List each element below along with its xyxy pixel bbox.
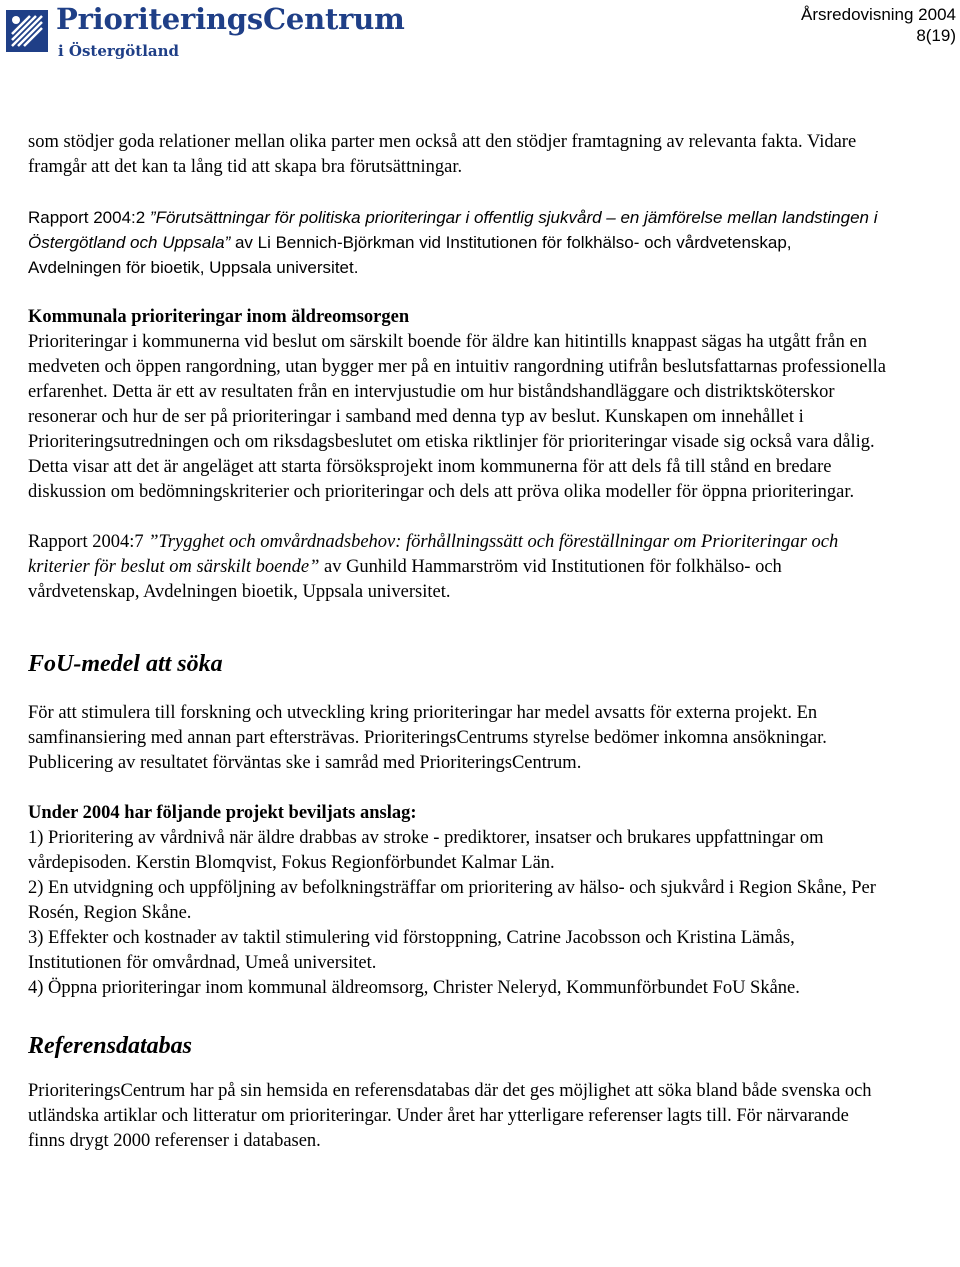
heading-referensdatabas: Referensdatabas <box>28 1033 192 1059</box>
report-2-suffix: av Gunhild Hammarström vid Institutionen för folkhälso- och vårdvetenskap, Avdelningen bioetik, Uppsala universitet. <box>28 557 782 602</box>
logo <box>4 2 405 64</box>
report-1-prefix: Rapport 2004:2 <box>28 208 150 227</box>
report-1-title: ”Förutsättningar för politiska prioriteringar i offentlig sjukvård – en jämförelse mellan landstingen i Östergötland och Uppsala” <box>28 208 878 252</box>
logo-subtitle: i Östergötland <box>58 42 180 60</box>
project-item-4: 4) Öppna prioriteringar inom kommunal äldreomsorg, Christer Neleryd, Kommunförbundet FoU Skåne. <box>28 978 800 998</box>
section-body-municipal: Prioriteringar i kommunerna vid beslut om särskilt boende för äldre kan hitintills knappast sägas ha utgått från en medveten och öppen rangordning, utan bygger mer på en intuitiv rangordning utifrån beslutsfattarnas professionella erfarenhet. Detta är ett av resultaten från en intervjustudie om hur biståndshandläggare och distriktsköterskor resonerar och hur de ser på prioriteringar i samband med denna typ av beslut. Kunskapen om innehållet i Prioriteringsutredningen och om riksdagsbeslutet om etiska riktlinjer för prioriteringar visade sig också vara dålig. Detta visar att det är angeläget att starta försöksprojekt inom kommunerna för att dels få till stånd en bredare diskussion om bedömningskriterier och prioriteringar och dels att pröva olika modeller för öppna prioriteringar. <box>28 332 886 502</box>
heading-projects: Under 2004 har följande projekt beviljats anslag: <box>28 803 417 823</box>
project-item-3: 3) Effekter och kostnader av taktil stimulering vid förstoppning, Catrine Jacobsson och Kristina Lämås, Institutionen för omvårdnad, Umeå universitet. <box>28 928 795 973</box>
body-fou: För att stimulera till forskning och utveckling kring prioriteringar har medel avsatts för externa projekt. En samfinansiering med annan part eftersträvas. PrioriteringsCentrums styrelse bedömer inkomna ansökningar. Publicering av resultatet förväntas ske i samråd med PrioriteringsCentrum. <box>28 703 827 773</box>
project-item-2: 2) En utvidgning och uppföljning av befolkningsträffar om prioritering av hälso- och sjukvård i Region Skåne, Per Rosén, Region Skåne. <box>28 878 876 923</box>
document-title <box>801 4 956 46</box>
report-reference-2 <box>28 530 888 605</box>
body-referensdatabas: PrioriteringsCentrum har på sin hemsida en referensdatabas där det ges möjlighet att söka bland både svenska och utländska artiklar och litteratur om prioriteringar. Under året har ytterligare referenser lagts till. För närvarande finns drygt 2000 referenser i databasen. <box>28 1081 872 1151</box>
logo-title: PrioriteringsCentrum <box>56 2 405 36</box>
section-heading-municipal: Kommunala prioriteringar inom äldreomsorgen <box>28 307 410 327</box>
project-item-1: 1) Prioritering av vårdnivå när äldre drabbas av stroke - prediktorer, insatser och brukares uppfattningar om vårdepisoden. Kerstin Blomqvist, Fokus Regionförbundet Kalmar Län. <box>28 828 824 873</box>
logo-mark-icon <box>4 8 50 54</box>
page-header <box>0 0 960 70</box>
report-name: Årsredovisning 2004 <box>801 5 956 24</box>
report-reference-1 <box>28 205 888 280</box>
report-2-title: ”Trygghet och omvårdnadsbehov: förhållningssätt och föreställningar om Prioriteringar och kriterier för beslut om särskilt boende” <box>28 532 839 577</box>
report-1-suffix: av Li Bennich-Björkman vid Institutionen för folkhälso- och vårdvetenskap, Avdelningen för bioetik, Uppsala universitet. <box>28 233 792 277</box>
paragraph-intro: som stödjer goda relationer mellan olika parter men också att den stödjer framtagning av relevanta fakta. Vidare framgår att det kan ta lång tid att skapa bra förutsättningar. <box>28 132 857 177</box>
heading-fou: FoU-medel att söka <box>28 651 223 677</box>
page-number: 8(19) <box>916 26 956 45</box>
page-content <box>28 130 888 1154</box>
report-2-prefix: Rapport 2004:7 <box>28 532 149 552</box>
